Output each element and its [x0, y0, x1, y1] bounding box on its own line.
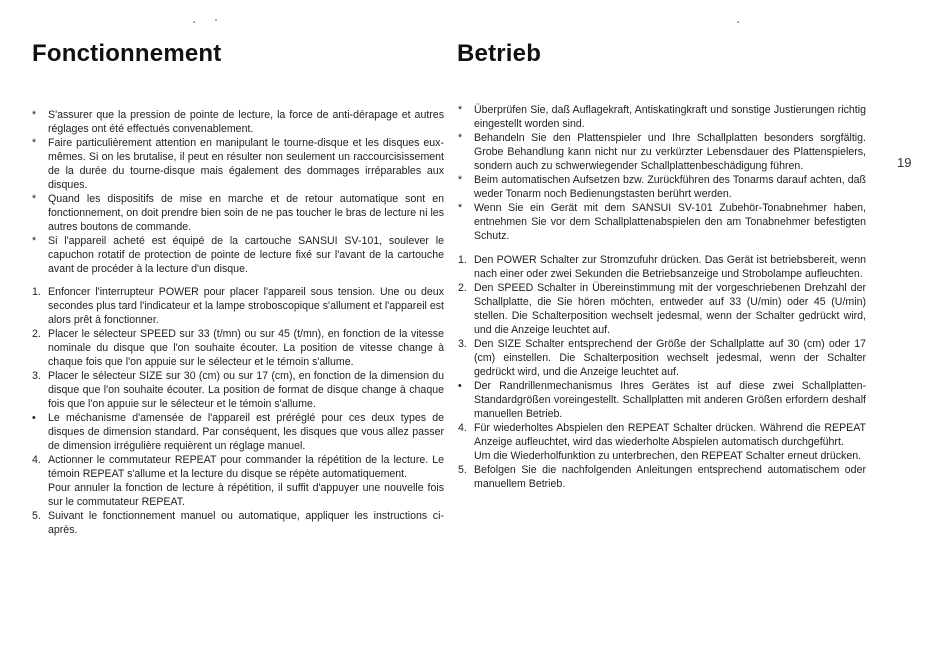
- french-precaution-text: Faire particulièrement attention en manipulant le tourne-disque et les disques eux-mêmes. Si on les brutalise, il peut en résulter non seulement un raccourcisissement de la durée du tourne-disque mais également des dommages irréparables aux disques.: [48, 137, 444, 191]
- step-number: 2.: [32, 328, 41, 340]
- asterisk-marker: *: [458, 132, 463, 144]
- german-step-item: [458, 379, 866, 421]
- asterisk-marker: *: [32, 109, 37, 121]
- step-number: 4.: [458, 422, 467, 434]
- french-precaution-item: [32, 108, 444, 136]
- french-steps-list: [32, 285, 444, 537]
- scan-speck: [193, 21, 195, 23]
- german-steps-list: [458, 253, 866, 491]
- page-number: 19: [897, 155, 912, 170]
- german-precautions-list: [458, 103, 866, 243]
- german-step-item: [458, 463, 866, 491]
- asterisk-marker: *: [32, 193, 37, 205]
- german-step-item: [458, 421, 866, 463]
- french-step-item: [32, 453, 444, 509]
- french-precaution-text: Si l'appareil acheté est équipé de la cartouche SANSUI SV-101, soulever le capuchon rotatif de protection de pointe de lecture fixé sur l'avant de la cartouche avant de procéder à la lecture d'un disque.: [48, 235, 444, 275]
- scan-speck: [215, 19, 217, 21]
- german-step-text: Den SIZE Schalter entsprechend der Größe der Schallplatte auf 30 (cm) oder 17 (cm) einstellen. Die Schalterposition wechselt jedesmal, wenn der Schalter gedrückt wird, und die Anzeige leuchtet auf.: [474, 338, 866, 378]
- german-step-text: Für wiederholtes Abspielen den REPEAT Schalter drücken. Während die REPEAT Anzeige aufleuchtet, wird das wiederholte Abspielen automatisch durchgeführt.: [474, 422, 866, 448]
- german-precaution-item: [458, 201, 866, 243]
- french-precaution-text: S'assurer que la pression de pointe de lecture, la force de anti-dérapage et autres réglages ont été effectués convenablement.: [48, 109, 444, 135]
- german-precaution-text: Beim automatischen Aufsetzen bzw. Zurückführen des Tonarms darauf achten, daß weder Tonarm noch Bedienungstasten berührt werden.: [474, 174, 866, 200]
- step-bullet: •: [32, 412, 36, 424]
- french-precaution-text: Quand les dispositifs de mise en marche et de retour automatique sont en fonctionnement, on doit prendre bien soin de ne pas toucher le bras de lecture ni les autres boutons de commande.: [48, 193, 444, 233]
- spacer: [458, 243, 866, 253]
- german-precaution-item: [458, 173, 866, 201]
- german-step-text: Befolgen Sie die nachfolgenden Anleitungen entsprechend automatischem oder manuellem Betrieb.: [474, 464, 866, 490]
- french-step-item: [32, 509, 444, 537]
- step-number: 5.: [458, 464, 467, 476]
- asterisk-marker: *: [458, 202, 463, 214]
- french-step-text: Enfoncer l'interrupteur POWER pour placer l'appareil sous tension. Une ou deux secondes plus tard l'indicateur et la lampe stroboscopique s'allument et l'appareil est alors prêt à fonctionner.: [48, 286, 444, 326]
- german-step-text: Der Randrillenmechanismus Ihres Gerätes ist auf diese zwei Schallplatten-Standardgrößen voreingestellt. Schallplatten mit anderen Größen erfordern deshalf manuellen Betrieb.: [474, 380, 866, 420]
- french-precaution-item: [32, 136, 444, 192]
- french-step-item: [32, 369, 444, 411]
- french-step-text: Placer le sélecteur SPEED sur 33 (t/mn) ou sur 45 (t/mn), en fonction de la vitesse nominale du disque que l'on souhaite écouter. La position de vitesse change à chaque fois que l'on appuie sur le sélecteur et le témoin s'allume.: [48, 328, 444, 368]
- french-step-text: Suivant le fonctionnement manuel ou automatique, appliquer les instructions ci-après.: [48, 510, 444, 536]
- step-number: 1.: [458, 254, 467, 266]
- french-precaution-item: [32, 192, 444, 234]
- german-step-text: Den SPEED Schalter in Übereinstimmung mit der vorgeschriebenen Drehzahl der Schallplatte, die Sie hören möchten, entweder auf 33 (U/min) oder 45 (U/min) stellen. Die Schalterposition wechselt jedesmal, wenn der Schalter gedrückt wird, und die Anzeige leuchtet auf.: [474, 282, 866, 336]
- german-precaution-text: Überprüfen Sie, daß Auflagekraft, Antiskatingkraft und sonstige Justierungen richtig eingestellt worden sind.: [474, 104, 866, 130]
- step-number: 3.: [32, 370, 41, 382]
- french-step-text: Placer le sélecteur SIZE sur 30 (cm) ou sur 17 (cm), en fonction de la dimension du disque que l'on souhaite écouter. La position de format de disque change à chaque fois que l'on appuie sur le sélecteur et le témoin s'allume.: [48, 370, 444, 410]
- step-number: 1.: [32, 286, 41, 298]
- french-section-title: Fonctionnement: [32, 40, 222, 67]
- french-step-text: Actionner le commutateur REPEAT pour commander la répétition de la lecture. Le témoin REPEAT s'allume et la lecture du disque se répète automatiquement.: [48, 454, 444, 480]
- asterisk-marker: *: [32, 235, 37, 247]
- step-bullet: •: [458, 380, 462, 392]
- step-number: 3.: [458, 338, 467, 350]
- german-step-item: [458, 253, 866, 281]
- german-precaution-item: [458, 103, 866, 131]
- french-precautions-list: [32, 108, 444, 276]
- german-precaution-text: Wenn Sie ein Gerät mit dem SANSUI SV-101 Zubehör-Tonabnehmer haben, entnehmen Sie vor dem Schallplattenabspielen den am Tonabnehmer befestigten Schutz.: [474, 202, 866, 242]
- step-number: 5.: [32, 510, 41, 522]
- french-step-item: [32, 285, 444, 327]
- scan-speck: [737, 21, 739, 23]
- french-precaution-item: [32, 234, 444, 276]
- german-column: [458, 103, 866, 491]
- asterisk-marker: *: [458, 104, 463, 116]
- german-step-item: [458, 337, 866, 379]
- german-step-note: Um die Wiederholfunktion zu unterbrechen, den REPEAT Schalter erneut drücken.: [474, 450, 862, 462]
- german-precaution-text: Behandeln Sie den Plattenspieler und Ihre Schallplatten besonders sorgfältig. Grobe Behandlung kann nicht nur zu verkürzter Lebensdauer des Plattenspielers, sondern auch zu schwerwiegender Schallplattenbeschädigung führen.: [474, 132, 866, 172]
- french-step-item: [32, 411, 444, 453]
- german-precaution-item: [458, 131, 866, 173]
- step-number: 4.: [32, 454, 41, 466]
- german-step-text: Den POWER Schalter zur Stromzufuhr drücken. Das Gerät ist betriebsbereit, wenn nach einer oder zwei Sekunden die Betriebsanzeige und Strobolampe aufleuchten.: [474, 254, 866, 280]
- asterisk-marker: *: [32, 137, 37, 149]
- step-number: 2.: [458, 282, 467, 294]
- spacer: [32, 276, 444, 285]
- french-step-item: [32, 327, 444, 369]
- french-step-note: Pour annuler la fonction de lecture à répétition, il suffit d'appuyer une nouvelle fois sur le commutateur REPEAT.: [48, 482, 444, 508]
- german-step-item: [458, 281, 866, 337]
- asterisk-marker: *: [458, 174, 463, 186]
- french-column: [32, 108, 444, 537]
- french-step-text: Le méchanisme d'amensée de l'appareil est préréglé pour ces deux types de disques de dimension standard. Par conséquent, les disques que vous allez passer de dimension irrégulière requièrent un réglage manuel.: [48, 412, 444, 452]
- german-section-title: Betrieb: [457, 40, 542, 67]
